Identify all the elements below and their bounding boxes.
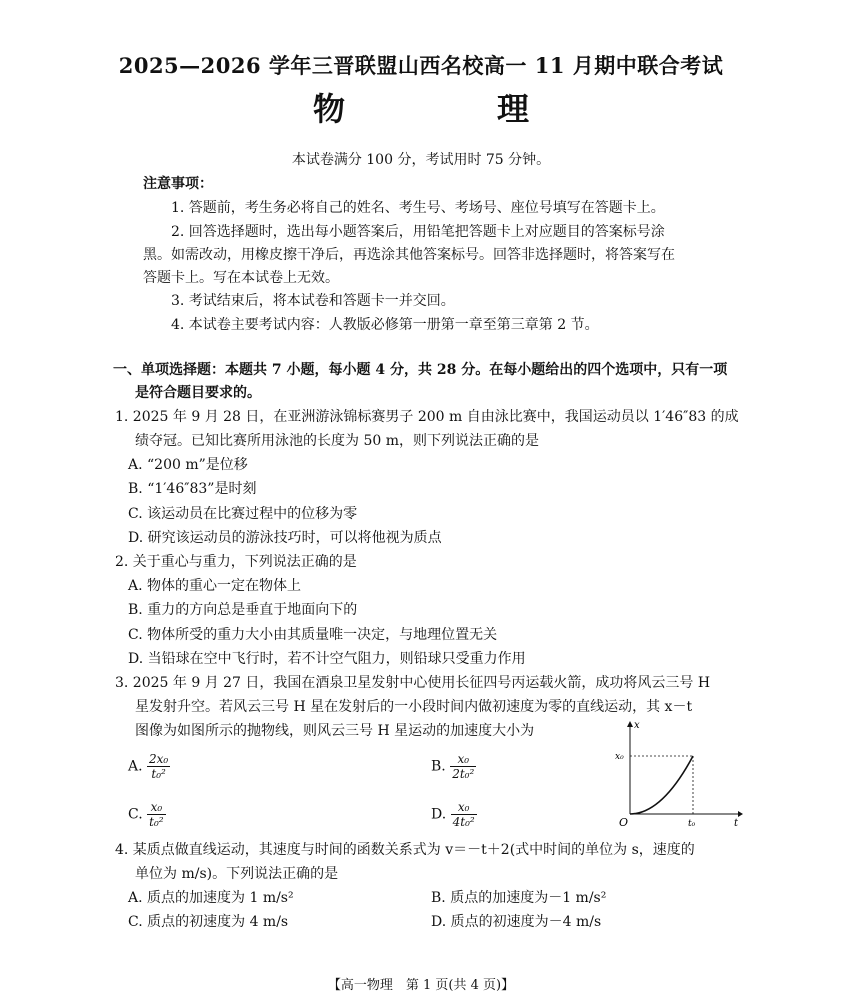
note-2-line-3: 答题卡上。写在本试卷上无效。 [143, 270, 339, 286]
q1-option-a: A. “200 m”是位移 [128, 457, 248, 473]
q3-option-d [431, 800, 477, 829]
q1-stem-line-2: 绩夺冠。已知比赛所用泳池的长度为 50 m，则下列说法正确的是 [135, 433, 539, 449]
x0-label: x₀ [615, 752, 624, 762]
q4-stem-line-2: 单位为 m/s)。下列说法正确的是 [135, 866, 339, 882]
q2-option-a: A. 物体的重心一定在物体上 [128, 578, 302, 594]
q1-stem-line-1: 1. 2025 年 9 月 28 日，在亚洲游泳锦标赛男子 200 m 自由泳比赛中，我国运动员以 1′46″83 的成 [115, 409, 739, 425]
q1-option-d: D. 研究该运动员的游泳技巧时，可以将他视为质点 [128, 530, 442, 546]
note-3: 3. 考试结束后，将本试卷和答题卡一并交回。 [171, 293, 455, 309]
fraction [450, 752, 476, 781]
q4-option-d: D. 质点的初速度为－4 m/s [431, 914, 602, 930]
page-footer: 【高一物理 第 1 页(共 4 页)】 [327, 978, 515, 993]
x-axis-label: x [634, 720, 640, 731]
denominator: 2t₀² [452, 767, 475, 781]
option-label: D. [431, 806, 447, 823]
numerator: x₀ [450, 752, 476, 767]
numerator: 2x₀ [149, 752, 169, 766]
t-axis-arrow-icon [738, 811, 743, 817]
section-1-heading: 一、单项选择题：本题共 7 小题，每小题 4 分，共 28 分。在每小题给出的四个选项中，只有一项 [113, 362, 728, 378]
fraction [451, 800, 477, 829]
fraction [147, 800, 165, 829]
q4-option-c: C. 质点的初速度为 4 m/s [128, 914, 289, 930]
section-1-heading-cont: 是符合题目要求的。 [135, 385, 261, 401]
exam-intro: 本试卷满分 100 分，考试用时 75 分钟。 [291, 152, 551, 168]
note-2-line-1: 2. 回答选择题时，选出每小题答案后，用铅笔把答题卡上对应题目的答案标号涂 [171, 224, 665, 240]
origin-label: O [619, 816, 629, 829]
exam-title: 2025—2026 学年三晋联盟山西名校高一 11 月期中联合考试 [118, 53, 724, 78]
denominator: t₀² [151, 767, 166, 781]
denominator: t₀² [149, 815, 164, 829]
x-t-graph [612, 718, 744, 830]
note-1: 1. 答题前，考生务必将自己的姓名、考生号、考场号、座位号填写在答题卡上。 [171, 200, 665, 216]
q3-stem-line-2: 星发射升空。若风云三号 H 星在发射后的一小段时间内做初速度为零的直线运动，其 x－t [135, 699, 693, 715]
q3-option-c [128, 800, 166, 829]
option-label: B. [431, 758, 446, 775]
t-axis-label: t [734, 818, 739, 829]
q2-option-b: B. 重力的方向总是垂直于地面向下的 [128, 602, 358, 618]
note-4: 4. 本试卷主要考试内容：人教版必修第一册第一章至第三章第 2 节。 [171, 317, 599, 333]
q2-option-c: C. 物体所受的重力大小由其质量唯一决定，与地理位置无关 [128, 627, 498, 643]
x-axis-arrow-icon [627, 721, 633, 727]
q3-stem-line-3: 图像为如图所示的抛物线，则风云三号 H 星运动的加速度大小为 [135, 723, 535, 739]
note-2-line-2: 黑。如需改动，用橡皮擦干净后，再选涂其他答案标号。回答非选择题时，将答案写在 [143, 247, 675, 263]
denominator: 4t₀² [452, 815, 475, 829]
q3-option-b [431, 752, 476, 781]
numerator: x₀ [147, 800, 165, 815]
t0-label: t₀ [688, 819, 696, 829]
notes-heading: 注意事项： [143, 176, 213, 192]
q3-stem-line-1: 3. 2025 年 9 月 27 日，我国在酒泉卫星发射中心使用长征四号丙运载火箭，成功将风云三号 H [115, 675, 711, 691]
option-label: C. [128, 806, 143, 823]
q4-stem-line-1: 4. 某质点做直线运动，其速度与时间的函数关系式为 v＝－t＋2(式中时间的单位为 s，速度的 [115, 842, 695, 858]
option-label: A. [128, 758, 143, 775]
q2-option-d: D. 当铅球在空中飞行时，若不计空气阻力，则铅球只受重力作用 [128, 651, 526, 667]
q3-option-a [128, 752, 170, 781]
subject-title: 物 理 [312, 90, 589, 128]
q1-option-c: C. 该运动员在比赛过程中的位移为零 [128, 506, 358, 522]
numerator: x₀ [451, 800, 477, 815]
q1-option-b: B. “1′46″83”是时刻 [128, 481, 257, 497]
fraction [147, 752, 170, 781]
q2-stem: 2. 关于重心与重力，下列说法正确的是 [115, 554, 357, 570]
q4-option-a: A. 质点的加速度为 1 m/s² [128, 890, 294, 906]
q4-option-b: B. 质点的加速度为－1 m/s² [431, 890, 607, 906]
parabola-curve [630, 756, 693, 814]
